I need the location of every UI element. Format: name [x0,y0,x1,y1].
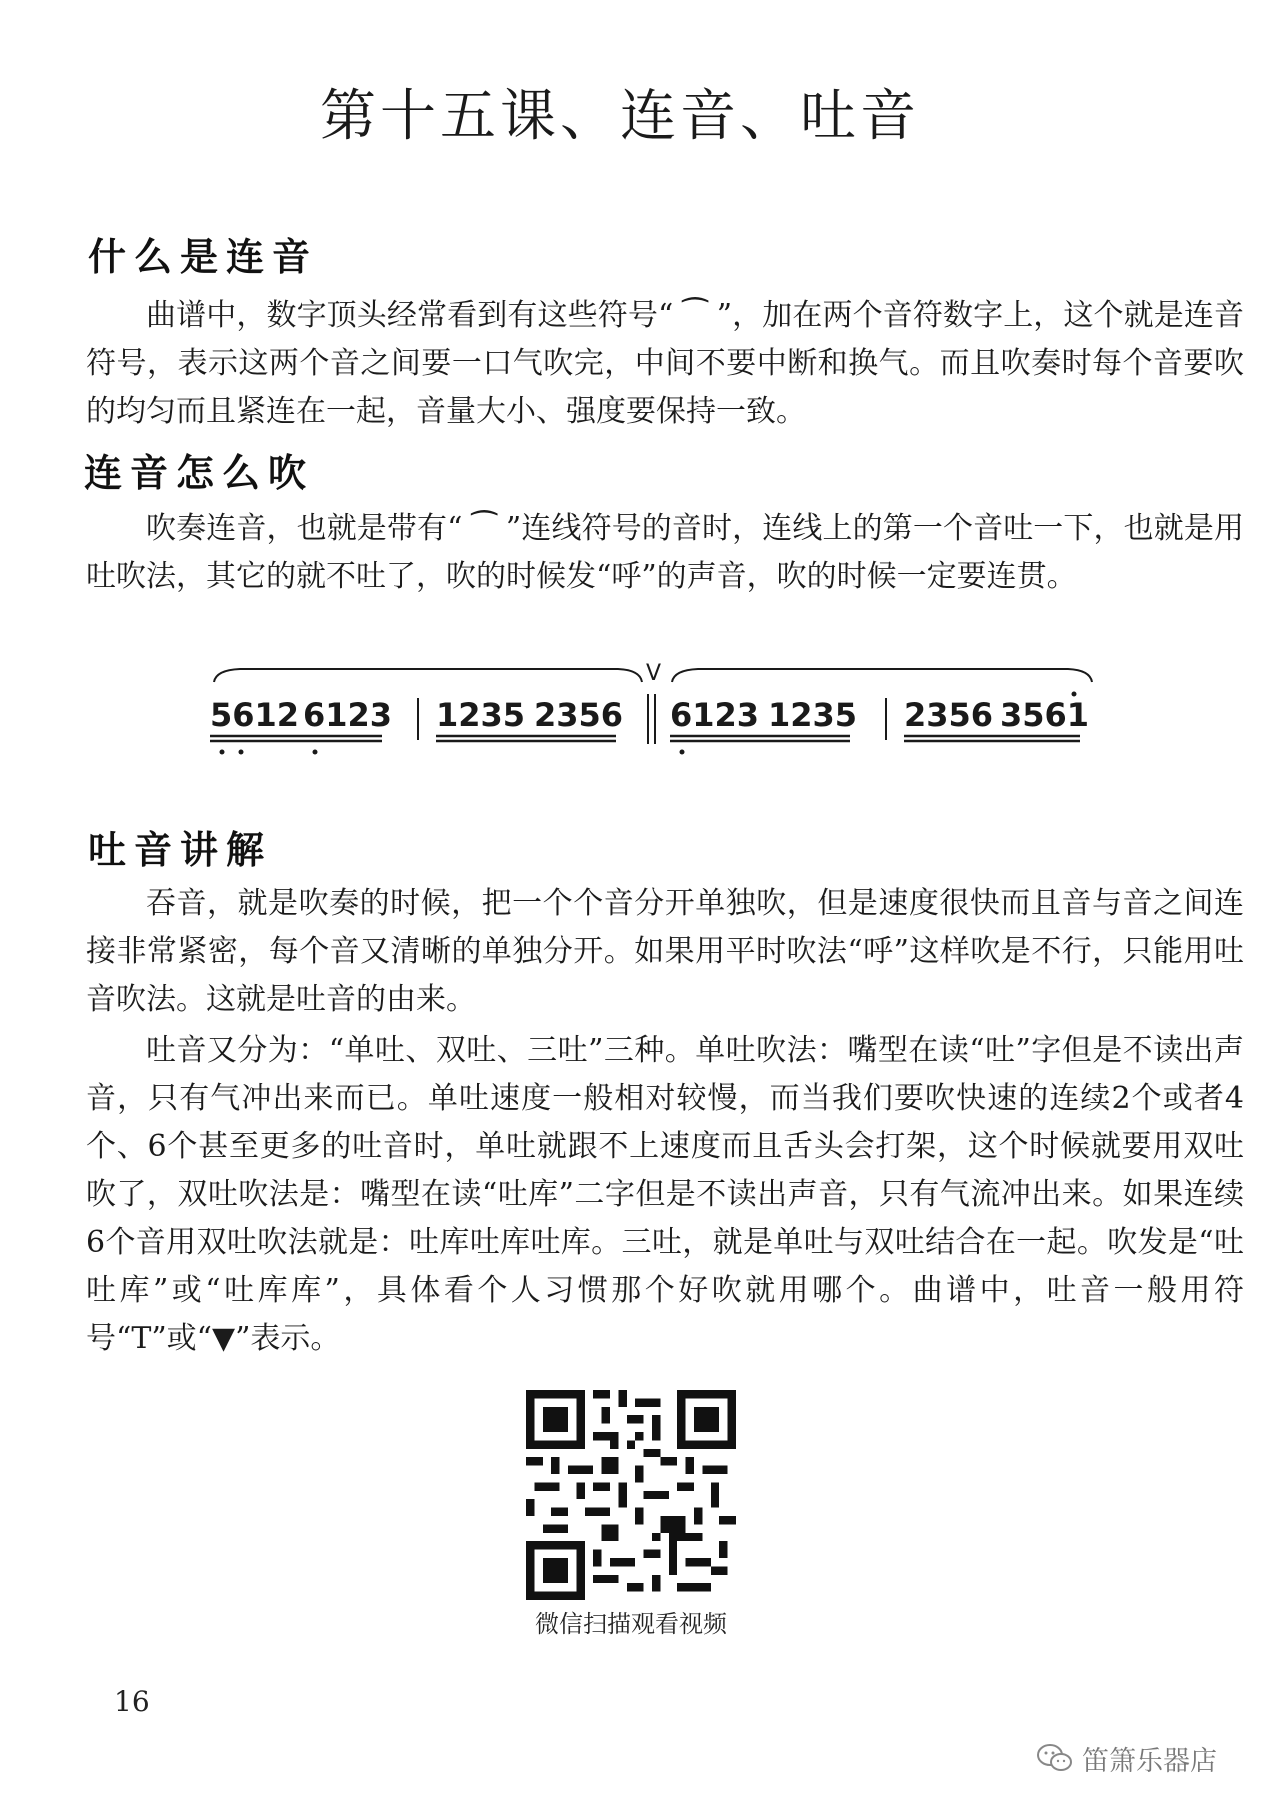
heading-legato-how: 连音怎么吹 [84,451,315,495]
low-dot-3 [313,750,318,755]
watermark [1036,1738,1246,1778]
paragraph-tonguing-2: 吐音又分为：“单吐、双吐、三吐”三种。单吐吹法：嘴型在读“吐”字但是不读出声音，只有气冲出来而已。单吐速度一般相对较慢，而当我们要吹快速的连续2个或者4个、6个甚至更多的吐音时，单吐就跟不上速度而且舌头会打架，这个时候就要用双吐吹了，双吐吹法是：嘴型在读“吐库”二字但是不读出声音，只有气流冲出来。如果连续6个音用双吐吹法就是：吐库吐库吐库。三吐，就是单吐与双吐结合在一起。吹发是“吐吐库”或“吐库库”，具体看个人习惯那个好吹就用哪个。曲谱中，吐音一般用符号“T”或“▼”表示。 [86,1033,1244,1356]
note-group-1b: 6123 [303,696,393,734]
page-number: 16 [114,1685,150,1718]
slur-arc-1 [214,669,642,682]
slur-arc-2 [672,669,1092,682]
note-group-3b: 1235 [768,696,858,734]
paragraph-legato-how: 吹奏连音，也就是带有“ ⁀ ”连线符号的音时，连线上的第一个音吐一下，也就是用吐吹法，其它的就不吐了，吹的时候发“呼”的声音，吹的时候一定要连贯。 [86,511,1244,594]
note-group-2a: 1235 [436,696,526,734]
page-title: 第十五课、连音、吐音 [320,84,920,149]
note-group-3a: 6123 [670,696,760,734]
music-notation [200,660,1100,770]
note-group-1a: 5612 [210,696,300,734]
qr-caption: 微信扫描观看视频 [535,1610,727,1638]
qr-code-graphic [526,1390,736,1600]
note-group-4b: 3561 [1000,696,1090,734]
notation-figure [200,660,1100,770]
note-group-2b: 2356 [534,696,624,734]
note-group-4a: 2356 [904,696,994,734]
heading-legato-what: 什么是连音 [88,235,319,279]
low-dot-2 [239,750,244,755]
low-dot-4 [680,750,685,755]
high-dot-1 [1072,692,1077,697]
paragraph-legato-what: 曲谱中，数字顶头经常看到有这些符号“ ⁀ ”，加在两个音符数字上，这个就是连音符号，表示这两个音之间要一口气吹完，中间不要中断和换气。而且吹奏时每个音要吹的均匀而且紧连在一起，音量大小、强度要保持一致。 [86,298,1244,429]
breath-mark: V [646,661,662,686]
qr-code-icon[interactable] [526,1390,736,1600]
watermark-text: 笛箫乐器店 [1082,1745,1217,1777]
heading-tonguing: 吐音讲解 [88,828,273,872]
low-dot-1 [220,750,225,755]
wechat-icon [1036,1742,1074,1774]
paragraph-tonguing-1: 吞音，就是吹奏的时候，把一个个音分开单独吹，但是速度很快而且音与音之间连接非常紧密，每个音又清晰的单独分开。如果用平时吹法“呼”这样吹是不行，只能用吐音吹法。这就是吐音的由来。 [86,886,1244,1017]
